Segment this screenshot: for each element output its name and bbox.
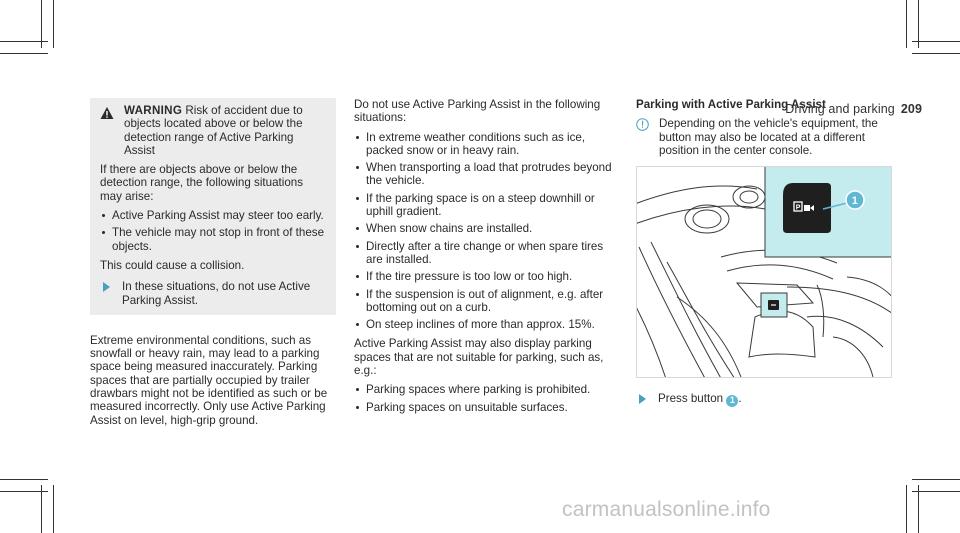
center-console-figure (636, 166, 892, 378)
info-icon (636, 118, 649, 131)
page-number: 209 (900, 102, 922, 116)
crop-mark (0, 491, 48, 492)
svg-text:P: P (795, 204, 801, 212)
warning-header (100, 104, 326, 157)
crop-mark (906, 485, 907, 533)
list-item: If the parking space is on a steep downhill or uphill gradient. (354, 192, 616, 219)
crop-mark (0, 479, 48, 480)
warning-list (100, 209, 326, 253)
warning-action-text: In these situations, do not use Active Parking Assist. (122, 280, 311, 307)
column-2 (354, 98, 616, 420)
crop-mark (53, 0, 54, 48)
action-arrow-icon (103, 282, 110, 292)
watermark: carmanualsonline.info (562, 498, 771, 521)
warning-triangle-icon (100, 106, 114, 120)
crop-mark (918, 485, 919, 533)
callout-number: 1 (726, 395, 738, 407)
crop-mark (0, 53, 48, 54)
list-item: The vehicle may not stop in front of these objects. (100, 226, 326, 253)
list-item: If the tire pressure is too low or too high. (354, 270, 616, 283)
list-item: Active Parking Assist may steer too early. (100, 209, 326, 222)
crop-mark (906, 0, 907, 48)
environment-paragraph: Extreme environmental conditions, such as snowfall or heavy rain, may lead to a parking space being measured inaccurately. Parking spaces that are partially occupied by trailer drawbars might not be identified as such or be measured incorrectly. Only use Active Parking Assist on level, high-grip ground. (90, 333, 328, 427)
col2-intro: Do not use Active Parking Assist in the following situations: (354, 98, 601, 125)
list-item: In extreme weather conditions such as ice, packed snow or in heavy rain. (354, 131, 616, 158)
center-console-illustration (637, 167, 891, 377)
action-arrow-icon (639, 394, 646, 404)
list-item: Parking spaces on unsuitable surfaces. (354, 401, 616, 414)
figure-callout-number: 1 (851, 195, 858, 208)
unsuitable-spaces-list (354, 383, 616, 414)
list-item: Directly after a tire change or when spare tires are installed. (354, 240, 616, 267)
info-note (636, 117, 890, 157)
situations-list (354, 131, 616, 332)
list-item: If the suspension is out of alignment, e.g. after bottoming out on a curb. (354, 288, 616, 315)
crop-mark (0, 41, 48, 42)
crop-mark (912, 491, 960, 492)
info-note-text: Depending on the vehicle's equipment, the button may also be located at a different position in the center console. (659, 117, 878, 157)
warning-box (90, 98, 336, 315)
list-item: When snow chains are installed. (354, 222, 616, 235)
crop-mark (912, 53, 960, 54)
col2-paragraph: Active Parking Assist may also display parking spaces that are not suitable for parking, such as, e.g.: (354, 337, 604, 378)
crop-mark (912, 41, 960, 42)
press-button-suffix: . (738, 392, 742, 406)
list-item: Parking spaces where parking is prohibited. (354, 383, 616, 396)
crop-mark (918, 0, 919, 48)
column-1 (90, 98, 336, 433)
warning-label: WARNING (124, 104, 183, 117)
press-button-prefix: Press button (658, 392, 724, 406)
warning-action (100, 280, 326, 307)
crop-mark (53, 485, 54, 533)
press-button-text (658, 392, 742, 407)
list-item: On steep inclines of more than approx. 15%. (354, 318, 616, 331)
press-button-step (636, 392, 890, 407)
warning-title: Risk of accident due to objects located above or below the detection range of Active Parking Assist (124, 104, 303, 157)
section-title: Parking with Active Parking Assist (636, 98, 826, 111)
list-item: When transporting a load that protrudes beyond the vehicle. (354, 161, 616, 188)
column-3 (636, 98, 890, 407)
crop-mark (912, 479, 960, 480)
warning-intro: If there are objects above or below the detection range, the following situations may arise: (100, 163, 304, 203)
crop-mark (41, 485, 42, 533)
warning-consequence: This could cause a collision. (100, 258, 245, 272)
page-section-title: Driving and parking (785, 102, 895, 116)
warning-body (100, 163, 326, 307)
